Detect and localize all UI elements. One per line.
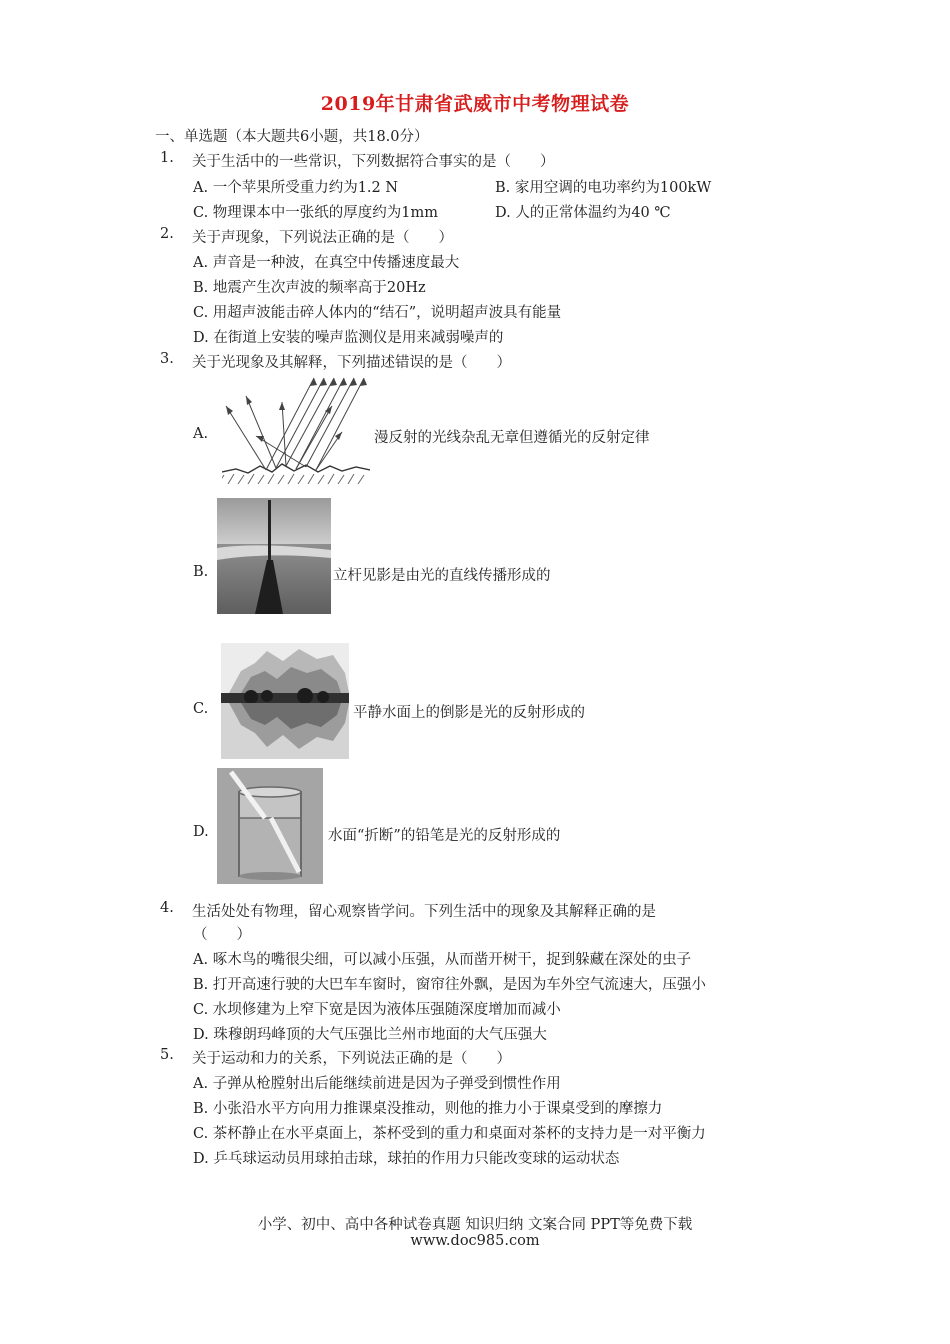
- question-3-number: 3.: [160, 351, 174, 367]
- question-2-option-c: C. 用超声波能击碎人体内的“结石”，说明超声波具有能量: [193, 305, 562, 321]
- diffuse-reflection-diagram: [222, 376, 370, 484]
- question-2-option-a: A. 声音是一种波，在真空中传播速度最大: [193, 255, 460, 271]
- question-2-number: 2.: [160, 226, 174, 242]
- question-5-number: 5.: [160, 1047, 174, 1063]
- question-1-option-d: D. 人的正常体温约为40 ℃: [495, 205, 671, 221]
- footer-website-link[interactable]: www.doc985.com: [410, 1233, 540, 1249]
- question-5-option-c: C. 茶杯静止在水平桌面上，茶杯受到的重力和桌面对茶杯的支持力是一对平衡力: [193, 1126, 706, 1142]
- pole-shadow-photo: [217, 498, 331, 614]
- question-3-text: 关于光现象及其解释，下列描述错误的是（ ）: [192, 355, 511, 371]
- question-5-option-a: A. 子弹从枪膛射出后能继续前进是因为子弹受到惯性作用: [193, 1076, 561, 1092]
- question-5-option-d: D. 乒乓球运动员用球拍击球，球拍的作用力只能改变球的运动状态: [193, 1151, 620, 1167]
- page-title: 2019年甘肃省武威市中考物理试卷: [320, 93, 630, 115]
- question-4-number: 4.: [160, 900, 174, 916]
- question-4-option-d: D. 珠穆朗玛峰顶的大气压强比兰州市地面的大气压强大: [193, 1027, 547, 1043]
- question-1-number: 1.: [160, 150, 174, 166]
- question-1-option-a: A. 一个苹果所受重力约为1.2 N: [193, 180, 399, 196]
- question-4-option-c: C. 水坝修建为上窄下宽是因为液体压强随深度增加而减小: [193, 1002, 561, 1018]
- question-3-option-c-text: 平静水面上的倒影是光的反射形成的: [353, 705, 585, 721]
- question-4-text: 生活处处有物理，留心观察皆学问。下列生活中的现象及其解释正确的是: [192, 904, 656, 920]
- question-3-option-a-text: 漫反射的光线杂乱无章但遵循光的反射定律: [374, 430, 650, 446]
- question-4-answer-blank: （ ）: [193, 927, 251, 943]
- question-3-option-c-letter: C.: [193, 701, 209, 717]
- bent-pencil-photo: [217, 768, 323, 884]
- question-2-option-d: D. 在街道上安装的噪声监测仪是用来减弱噪声的: [193, 330, 504, 346]
- footer-slogan: 小学、初中、高中各种试卷真题 知识归纳 文案合同 PPT等免费下载: [257, 1217, 693, 1233]
- question-5-option-b: B. 小张沿水平方向用力推课桌没推动，则他的推力小于课桌受到的摩擦力: [193, 1101, 663, 1117]
- question-3-option-b-text: 立杆见影是由光的直线传播形成的: [333, 568, 551, 584]
- question-4-option-b: B. 打开高速行驶的大巴车车窗时，窗帘往外飘，是因为车外空气流速大，压强小: [193, 977, 706, 993]
- question-4-option-a: A. 啄木鸟的嘴很尖细，可以减小压强，从而凿开树干，捉到躲藏在深处的虫子: [193, 952, 692, 968]
- question-3-option-d-text: 水面“折断”的铅笔是光的反射形成的: [328, 828, 561, 844]
- question-5-text: 关于运动和力的关系，下列说法正确的是（ ）: [192, 1051, 511, 1067]
- question-1-option-b: B. 家用空调的电功率约为100kW: [495, 180, 712, 196]
- question-1-text: 关于生活中的一些常识，下列数据符合事实的是（ ）: [192, 154, 555, 170]
- water-reflection-photo: [221, 643, 349, 759]
- question-3-option-d-letter: D.: [193, 824, 209, 840]
- question-3-option-b-letter: B.: [193, 564, 209, 580]
- section-heading: 一、单选题（本大题共6小题，共18.0分）: [155, 129, 429, 145]
- question-2-option-b: B. 地震产生次声波的频率高于20Hz: [193, 280, 426, 296]
- question-3-option-a-letter: A.: [193, 426, 209, 442]
- question-2-text: 关于声现象，下列说法正确的是（ ）: [192, 230, 453, 246]
- question-1-option-c: C. 物理课本中一张纸的厚度约为1mm: [193, 205, 439, 221]
